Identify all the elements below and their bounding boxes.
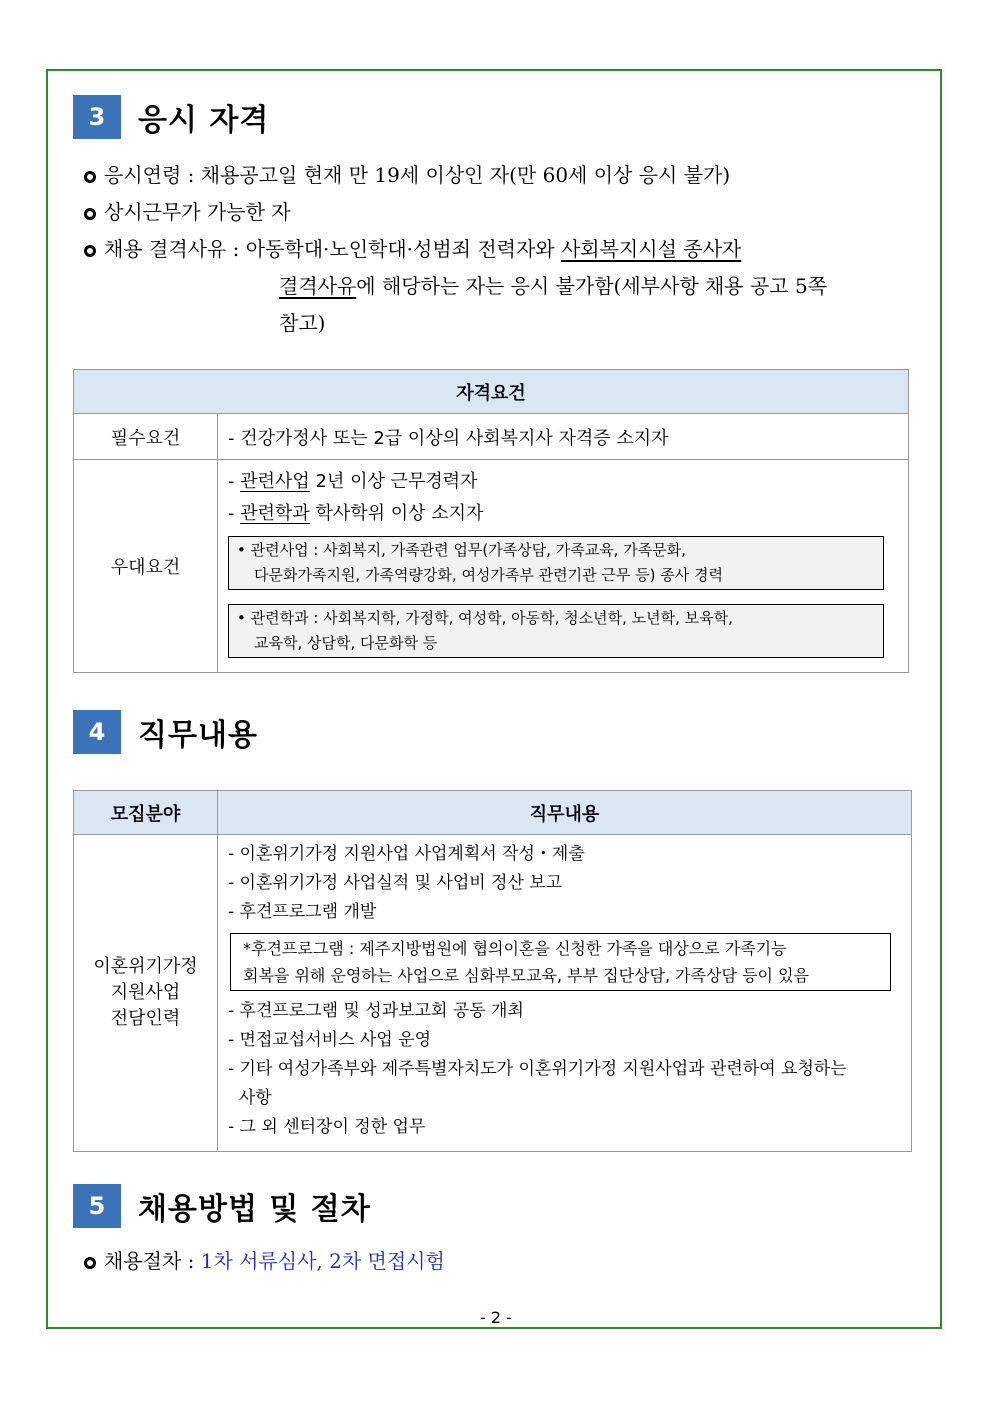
- circle-bullet-icon: [84, 208, 96, 220]
- qual-table-header: 자격요건: [74, 370, 909, 414]
- shift-requirement: [84, 194, 291, 231]
- program-note-line2: 회복을 위해 운영하는 사업으로 심화부모교육, 부부 집단상담, 가족상담 등이 있음: [243, 966, 809, 985]
- section-5-heading: [73, 1184, 371, 1228]
- section-4-number: 4: [73, 710, 121, 754]
- disq-underline-2: 결격사유: [279, 274, 357, 298]
- procedure-line: [84, 1243, 445, 1280]
- disqualification-cont: [279, 268, 827, 305]
- related-business-note: [228, 536, 884, 590]
- shift-text: 상시근무가 가능한 자: [104, 200, 291, 224]
- program-note-line1: *후견프로그램 : 제주지방법원에 협의이혼을 신청한 가족을 대상으로 가족기능: [243, 939, 787, 958]
- field-line-1: 이혼위기가정: [93, 956, 198, 977]
- preferred-label: 우대요건: [74, 460, 218, 673]
- section-3-number: 3: [73, 95, 121, 139]
- duty-col-content: 직무내용: [218, 791, 912, 835]
- required-text: - 건강가정사 또는 2급 이상의 사회복지사 자격증 소지자: [218, 414, 909, 460]
- duty-table: [73, 790, 912, 1152]
- disq-text-3: 참고): [279, 311, 326, 335]
- related-major-note: [228, 604, 884, 658]
- field-line-2: 지원사업: [110, 982, 181, 1003]
- note2-line2: 교육학, 상담학, 다문화학 등: [254, 634, 438, 652]
- disq-underline-1: 사회복지시설 종사자: [560, 237, 742, 261]
- disqualification-cont2: [279, 305, 325, 342]
- page-number: - 2 -: [480, 1308, 512, 1327]
- note1-line1: • 관련사업 : 사회복지, 가족관련 업무(가족상담, 가족교육, 가족문화,: [237, 541, 686, 559]
- duty-col-field: 모집분야: [74, 791, 218, 835]
- circle-bullet-icon: [84, 171, 96, 183]
- duty-item: - 이혼위기가정 지원사업 사업계획서 작성・제출: [228, 844, 585, 864]
- dash: -: [228, 471, 241, 492]
- preferred-item-2: [228, 498, 884, 530]
- duty-items-top: [228, 840, 909, 927]
- duty-item: - 면접교섭서비스 사업 운영: [228, 1030, 431, 1050]
- procedure-text: 1차 서류심사, 2차 면접시험: [200, 1249, 445, 1273]
- qualification-table: [73, 369, 909, 673]
- duty-items-bottom: [228, 997, 909, 1142]
- dash: -: [228, 503, 241, 524]
- disq-label: 채용 결격사유 :: [104, 237, 246, 261]
- age-text: 채용공고일 현재 만 19세 이상인 자(만 60세 이상 응시 불가): [200, 163, 731, 187]
- disq-text-1: 아동학대·노인학대·성범죄 전력자와: [245, 237, 561, 261]
- note2-line1: • 관련학과 : 사회복지학, 가정학, 여성학, 아동학, 청소년학, 노년학, 보육학,: [237, 609, 733, 627]
- duty-item: - 이혼위기가정 사업실적 및 사업비 정산 보고: [228, 873, 563, 893]
- duty-item: - 후견프로그램 및 성과보고회 공동 개최: [228, 1001, 524, 1021]
- duty-content: [218, 835, 912, 1152]
- age-requirement: [84, 157, 730, 194]
- pref2-rest: 학사학위 이상 소지자: [309, 503, 484, 524]
- required-label: 필수요건: [74, 414, 218, 460]
- duty-item: - 그 외 센터장이 정한 업무: [228, 1117, 426, 1137]
- disqualification: [84, 231, 741, 268]
- duty-item: - 후견프로그램 개발: [228, 902, 377, 922]
- section-3-heading: [73, 95, 269, 139]
- disq-text-2: 에 해당하는 자는 응시 불가함(세부사항 채용 공고 5쪽: [356, 274, 828, 298]
- duty-item: 사항: [228, 1088, 272, 1108]
- program-note: [230, 933, 891, 991]
- duty-field: [74, 835, 218, 1152]
- duty-item: - 기타 여성가족부와 제주특별자치도가 이혼위기가정 지원사업과 관련하여 요청하는: [228, 1059, 847, 1079]
- section-5-title: 채용방법 및 절차: [138, 1192, 371, 1227]
- preferred-content: [218, 460, 909, 673]
- circle-bullet-icon: [84, 245, 96, 257]
- section-4-heading: [73, 710, 258, 754]
- section-4-title: 직무내용: [138, 718, 258, 753]
- circle-bullet-icon: [84, 1257, 96, 1269]
- pref1-underline: 관련사업: [240, 471, 310, 492]
- section-5-number: 5: [73, 1184, 121, 1228]
- procedure-label: 채용절차 :: [104, 1249, 201, 1273]
- pref1-rest: 2년 이상 근무경력자: [309, 471, 478, 492]
- field-line-3: 전담인력: [110, 1008, 181, 1029]
- note1-line2: 다문화가족지원, 가족역량강화, 여성가족부 관련기관 근무 등) 종사 경력: [254, 566, 723, 584]
- preferred-item-1: [228, 466, 884, 498]
- age-label: 응시연령 :: [104, 163, 201, 187]
- section-3-title: 응시 자격: [138, 103, 270, 138]
- pref2-underline: 관련학과: [240, 503, 310, 524]
